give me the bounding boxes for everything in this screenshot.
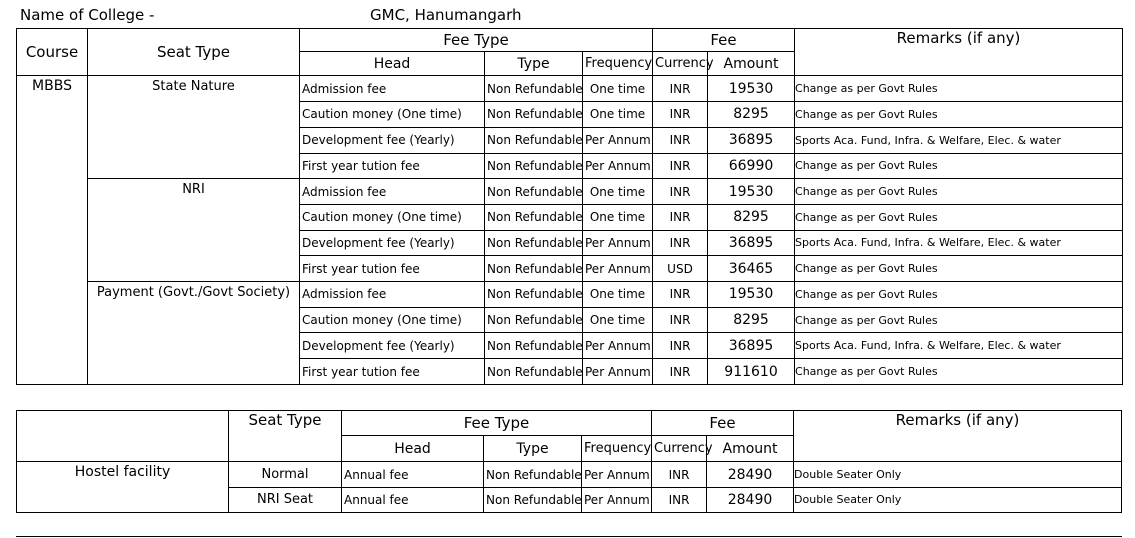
hostel-head-cell: Annual fee bbox=[342, 487, 484, 512]
col-currency: Currency bbox=[653, 52, 708, 76]
fee-row bbox=[17, 282, 1123, 308]
hostel-col-fee: Fee bbox=[652, 411, 794, 436]
seat-type-cell: NRI bbox=[88, 179, 300, 282]
fee-type-cell: Non Refundable bbox=[485, 256, 583, 282]
currency-cell: INR bbox=[653, 230, 708, 256]
col-fee-type: Fee Type bbox=[300, 29, 653, 52]
remarks-cell: Change as per Govt Rules bbox=[795, 359, 1123, 385]
fee-head-cell: First year tution fee bbox=[300, 153, 485, 179]
remarks-cell: Change as per Govt Rules bbox=[795, 204, 1123, 230]
amount-cell: 8295 bbox=[708, 204, 795, 230]
hostel-fee-table bbox=[16, 410, 1122, 513]
fee-type-cell: Non Refundable bbox=[485, 359, 583, 385]
amount-cell: 36895 bbox=[708, 127, 795, 153]
col-fee: Fee bbox=[653, 29, 795, 52]
bottom-divider bbox=[16, 536, 1122, 537]
fee-type-cell: Non Refundable bbox=[485, 282, 583, 308]
amount-cell: 19530 bbox=[708, 76, 795, 102]
frequency-cell: Per Annum bbox=[583, 256, 653, 282]
fee-row bbox=[17, 179, 1123, 205]
amount-cell: 36895 bbox=[708, 333, 795, 359]
hostel-remarks-cell: Double Seater Only bbox=[794, 462, 1122, 487]
fee-head-cell: First year tution fee bbox=[300, 256, 485, 282]
currency-cell: INR bbox=[653, 282, 708, 308]
amount-cell: 36895 bbox=[708, 230, 795, 256]
remarks-cell: Change as per Govt Rules bbox=[795, 102, 1123, 128]
remarks-cell: Sports Aca. Fund, Infra. & Welfare, Elec. & water bbox=[795, 127, 1123, 153]
hostel-col-type: Type bbox=[484, 436, 582, 462]
remarks-cell: Change as per Govt Rules bbox=[795, 179, 1123, 205]
hostel-remarks-cell: Double Seater Only bbox=[794, 487, 1122, 512]
frequency-cell: Per Annum bbox=[583, 333, 653, 359]
hostel-currency-cell: INR bbox=[652, 487, 707, 512]
currency-cell: INR bbox=[653, 359, 708, 385]
amount-cell: 8295 bbox=[708, 102, 795, 128]
currency-cell: INR bbox=[653, 153, 708, 179]
currency-cell: INR bbox=[653, 127, 708, 153]
remarks-cell: Change as per Govt Rules bbox=[795, 76, 1123, 102]
fee-type-cell: Non Refundable bbox=[485, 179, 583, 205]
hostel-type-cell: Non Refundable bbox=[484, 487, 582, 512]
remarks-cell: Change as per Govt Rules bbox=[795, 256, 1123, 282]
hostel-row bbox=[17, 462, 1122, 487]
frequency-cell: One time bbox=[583, 76, 653, 102]
hostel-col-currency: Currency bbox=[652, 436, 707, 462]
remarks-cell: Change as per Govt Rules bbox=[795, 153, 1123, 179]
hostel-col-head: Head bbox=[342, 436, 484, 462]
frequency-cell: Per Annum bbox=[583, 127, 653, 153]
fee-head-cell: Development fee (Yearly) bbox=[300, 127, 485, 153]
hostel-seat-cell: Normal bbox=[229, 462, 342, 487]
fee-head-cell: First year tution fee bbox=[300, 359, 485, 385]
fee-type-cell: Non Refundable bbox=[485, 102, 583, 128]
fee-head-cell: Development fee (Yearly) bbox=[300, 230, 485, 256]
amount-cell: 8295 bbox=[708, 307, 795, 333]
fee-head-cell: Development fee (Yearly) bbox=[300, 333, 485, 359]
hostel-col-amount: Amount bbox=[707, 436, 794, 462]
amount-cell: 19530 bbox=[708, 282, 795, 308]
frequency-cell: One time bbox=[583, 204, 653, 230]
hostel-amount-cell: 28490 bbox=[707, 462, 794, 487]
seat-type-cell: Payment (Govt./Govt Society) bbox=[88, 282, 300, 385]
remarks-cell: Sports Aca. Fund, Infra. & Welfare, Elec. & water bbox=[795, 333, 1123, 359]
fee-type-cell: Non Refundable bbox=[485, 127, 583, 153]
amount-cell: 66990 bbox=[708, 153, 795, 179]
hostel-header-blank bbox=[17, 411, 229, 462]
remarks-cell: Sports Aca. Fund, Infra. & Welfare, Elec. & water bbox=[795, 230, 1123, 256]
course-cell: MBBS bbox=[17, 76, 88, 385]
hostel-seat-cell: NRI Seat bbox=[229, 487, 342, 512]
currency-cell: USD bbox=[653, 256, 708, 282]
college-name-label: Name of College - bbox=[20, 6, 155, 24]
frequency-cell: One time bbox=[583, 179, 653, 205]
fee-head-cell: Admission fee bbox=[300, 179, 485, 205]
currency-cell: INR bbox=[653, 307, 708, 333]
currency-cell: INR bbox=[653, 179, 708, 205]
col-remarks: Remarks (if any) bbox=[896, 29, 1021, 47]
frequency-cell: One time bbox=[583, 102, 653, 128]
mbbs-fee-table bbox=[16, 28, 1123, 385]
col-course: Course bbox=[17, 29, 88, 76]
hostel-facility-cell: Hostel facility bbox=[17, 462, 229, 513]
fee-type-cell: Non Refundable bbox=[485, 204, 583, 230]
fee-type-cell: Non Refundable bbox=[485, 76, 583, 102]
seat-type-cell: State Nature bbox=[88, 76, 300, 179]
fee-head-cell: Caution money (One time) bbox=[300, 204, 485, 230]
hostel-frequency-cell: Per Annum bbox=[582, 462, 652, 487]
frequency-cell: Per Annum bbox=[583, 359, 653, 385]
col-frequency: Frequency bbox=[583, 52, 653, 76]
fee-head-cell: Caution money (One time) bbox=[300, 307, 485, 333]
fee-row bbox=[17, 76, 1123, 102]
hostel-currency-cell: INR bbox=[652, 462, 707, 487]
frequency-cell: One time bbox=[583, 282, 653, 308]
col-amount: Amount bbox=[708, 52, 795, 76]
fee-head-cell: Admission fee bbox=[300, 282, 485, 308]
fee-head-cell: Admission fee bbox=[300, 76, 485, 102]
amount-cell: 911610 bbox=[708, 359, 795, 385]
remarks-cell: Change as per Govt Rules bbox=[795, 307, 1123, 333]
amount-cell: 36465 bbox=[708, 256, 795, 282]
col-seat-type: Seat Type bbox=[88, 29, 300, 76]
fee-type-cell: Non Refundable bbox=[485, 333, 583, 359]
frequency-cell: Per Annum bbox=[583, 153, 653, 179]
currency-cell: INR bbox=[653, 204, 708, 230]
hostel-frequency-cell: Per Annum bbox=[582, 487, 652, 512]
college-name-value: GMC, Hanumangarh bbox=[370, 6, 522, 24]
hostel-col-fee-type: Fee Type bbox=[342, 411, 652, 436]
currency-cell: INR bbox=[653, 333, 708, 359]
fee-type-cell: Non Refundable bbox=[485, 153, 583, 179]
hostel-col-seat-type: Seat Type bbox=[229, 411, 342, 462]
fee-type-cell: Non Refundable bbox=[485, 307, 583, 333]
currency-cell: INR bbox=[653, 102, 708, 128]
hostel-type-cell: Non Refundable bbox=[484, 462, 582, 487]
frequency-cell: One time bbox=[583, 307, 653, 333]
col-type: Type bbox=[485, 52, 583, 76]
col-head: Head bbox=[300, 52, 485, 76]
frequency-cell: Per Annum bbox=[583, 230, 653, 256]
fee-head-cell: Caution money (One time) bbox=[300, 102, 485, 128]
amount-cell: 19530 bbox=[708, 179, 795, 205]
hostel-col-remarks: Remarks (if any) bbox=[895, 411, 1020, 429]
hostel-col-frequency: Frequency bbox=[582, 436, 652, 462]
currency-cell: INR bbox=[653, 76, 708, 102]
hostel-head-cell: Annual fee bbox=[342, 462, 484, 487]
hostel-amount-cell: 28490 bbox=[707, 487, 794, 512]
fee-type-cell: Non Refundable bbox=[485, 230, 583, 256]
remarks-cell: Change as per Govt Rules bbox=[795, 282, 1123, 308]
